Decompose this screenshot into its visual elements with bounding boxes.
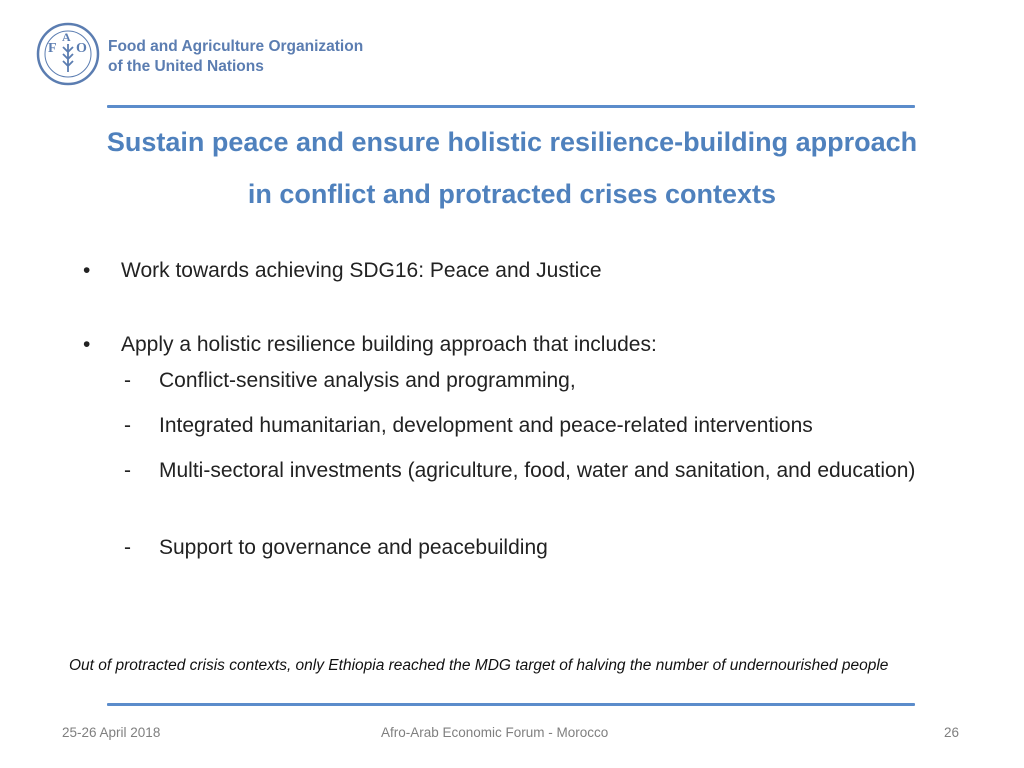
svg-text:O: O bbox=[76, 41, 87, 56]
slide-title bbox=[40, 116, 984, 220]
slide-title-line2: in conflict and protracted crises contexts bbox=[247, 179, 777, 209]
svg-text:A: A bbox=[62, 30, 71, 44]
page-number: 26 bbox=[944, 725, 960, 740]
sub-item-marker: - bbox=[124, 414, 131, 437]
footer-event: Afro-Arab Economic Forum - Morocco bbox=[381, 725, 609, 740]
footnote: Out of protracted crisis contexts, only Ethiopia reached the MDG target of halving the number of undernourished people bbox=[69, 657, 889, 674]
top-divider bbox=[107, 105, 915, 108]
sub-item-text: Multi-sectoral investments (agriculture, food, water and sanitation, and education) bbox=[159, 459, 916, 482]
org-name-line2: of the United Nations bbox=[108, 58, 264, 75]
sub-item-marker: - bbox=[124, 369, 131, 392]
sub-item-marker: - bbox=[124, 459, 131, 482]
bullet-marker: • bbox=[83, 259, 91, 282]
fao-logo bbox=[36, 22, 366, 84]
slide-title-line1: Sustain peace and ensure holistic resilience-building approach bbox=[106, 127, 918, 157]
bullet-marker: • bbox=[83, 333, 91, 356]
org-name-line1: Food and Agriculture Organization bbox=[108, 38, 364, 55]
sub-item-text: Integrated humanitarian, development and peace-related interventions bbox=[159, 414, 813, 437]
fao-emblem-icon bbox=[36, 22, 100, 86]
sub-item-marker: - bbox=[124, 536, 131, 559]
bullet-text: Apply a holistic resilience building approach that includes: bbox=[121, 333, 657, 356]
sub-item-text: Support to governance and peacebuilding bbox=[159, 536, 548, 559]
organization-name bbox=[108, 37, 368, 77]
bullet-text: Work towards achieving SDG16: Peace and Justice bbox=[121, 259, 602, 282]
svg-text:F: F bbox=[48, 41, 57, 56]
footer-date: 25-26 April 2018 bbox=[62, 725, 161, 740]
bottom-divider bbox=[107, 703, 915, 706]
sub-item-text: Conflict-sensitive analysis and programming, bbox=[159, 369, 576, 392]
